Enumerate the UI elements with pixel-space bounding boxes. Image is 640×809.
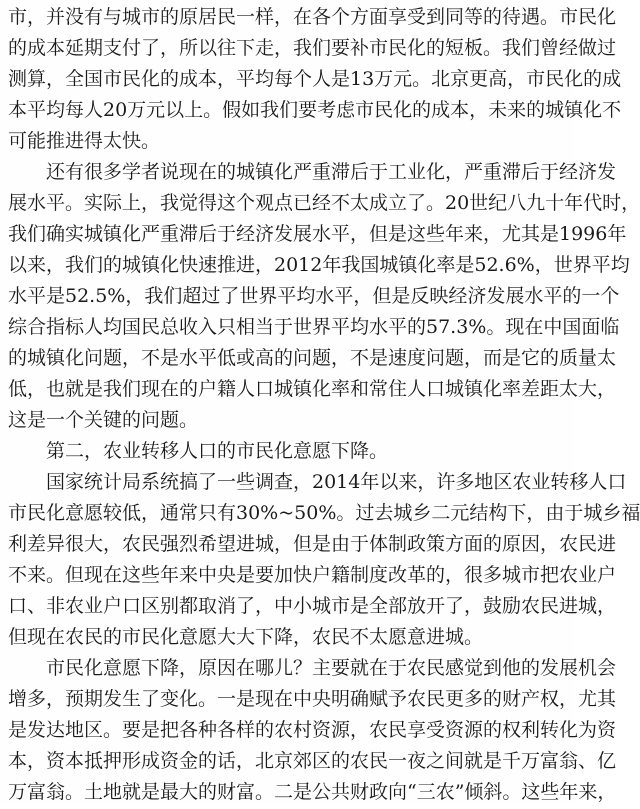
text-line: 增多，预期发生了变化。一是现在中央明确赋予农民更多的财产权，尤其 <box>8 688 617 710</box>
paragraph-first-line: 国家统计局系统搞了一些调查，2014年以来，许多地区农业转移人口 <box>46 471 627 493</box>
paragraph-first-line: 还有很多学者说现在的城镇化严重滞后于工业化，严重滞后于经济发 <box>46 161 617 183</box>
text-line: 利差异很大，农民强烈希望进城，但是由于体制政策方面的原因，农民进 <box>8 533 617 555</box>
text-line: 的成本延期支付了，所以往下走，我们要补市民化的短板。我们曾经做过 <box>8 37 617 59</box>
text-line: 本平均每人20万元以上。假如我们要考虑市民化的成本，未来的城镇化不 <box>8 99 622 121</box>
section-heading: 第二，农业转移人口的市民化意愿下降。 <box>46 440 389 462</box>
text-line: 低，也就是我们现在的户籍人口城镇化率和常住人口城镇化率差距太大， <box>8 378 617 400</box>
text-line: 我们确实城镇化严重滞后于经济发展水平，但是这些年来，尤其是1996年 <box>8 223 627 245</box>
text-line: 万富翁。土地就是最大的财富。二是公共财政向“三农”倾斜。这些年来， <box>8 781 617 803</box>
text-line: 口、非农业户口区别都取消了，中小城市是全部放开了，鼓励农民进城， <box>8 595 617 617</box>
text-line: 是发达地区。要是把各种各样的农村资源，农民享受资源的权利转化为资 <box>8 719 617 741</box>
text-line: 市，并没有与城市的原居民一样，在各个方面享受到同等的待遇。市民化 <box>8 6 617 28</box>
text-line: 展水平。实际上，我觉得这个观点已经不太成立了。20世纪八九十年代时， <box>8 192 640 214</box>
text-line: 本，资本抵押形成资金的话，北京郊区的农民一夜之间就是千万富翁、亿 <box>8 750 617 772</box>
text-line: 不来。但现在这些年来中央是要加快户籍制度改革的，很多城市把农业户 <box>8 564 617 586</box>
paragraph-first-line: 市民化意愿下降，原因在哪儿？主要就在于农民感觉到他的发展机会 <box>46 657 617 679</box>
text-line: 但现在农民的市民化意愿大大下降，农民不太愿意进城。 <box>8 626 484 648</box>
text-line: 可能推进得太快。 <box>8 130 161 152</box>
text-line: 综合指标人均国民总收入只相当于世界平均水平的57.3%。现在中国面临 <box>8 316 620 338</box>
text-line: 这是一个关键的问题。 <box>8 409 199 431</box>
text-line: 市民化意愿较低，通常只有30%~50%。过去城乡二元结构下，由于城乡福 <box>8 502 640 524</box>
text-line: 以来，我们的城镇化快速推进，2012年我国城镇化率是52.6%，世界平均 <box>8 254 630 276</box>
text-line: 测算，全国市民化的成本，平均每个人是13万元。北京更高，市民化的成 <box>8 68 622 90</box>
text-line: 的城镇化问题，不是水平低或高的问题，不是速度问题，而是它的质量太 <box>8 347 617 369</box>
text-line: 水平是52.5%，我们超过了世界平均水平，但是反映经济发展水平的一个 <box>8 285 620 307</box>
